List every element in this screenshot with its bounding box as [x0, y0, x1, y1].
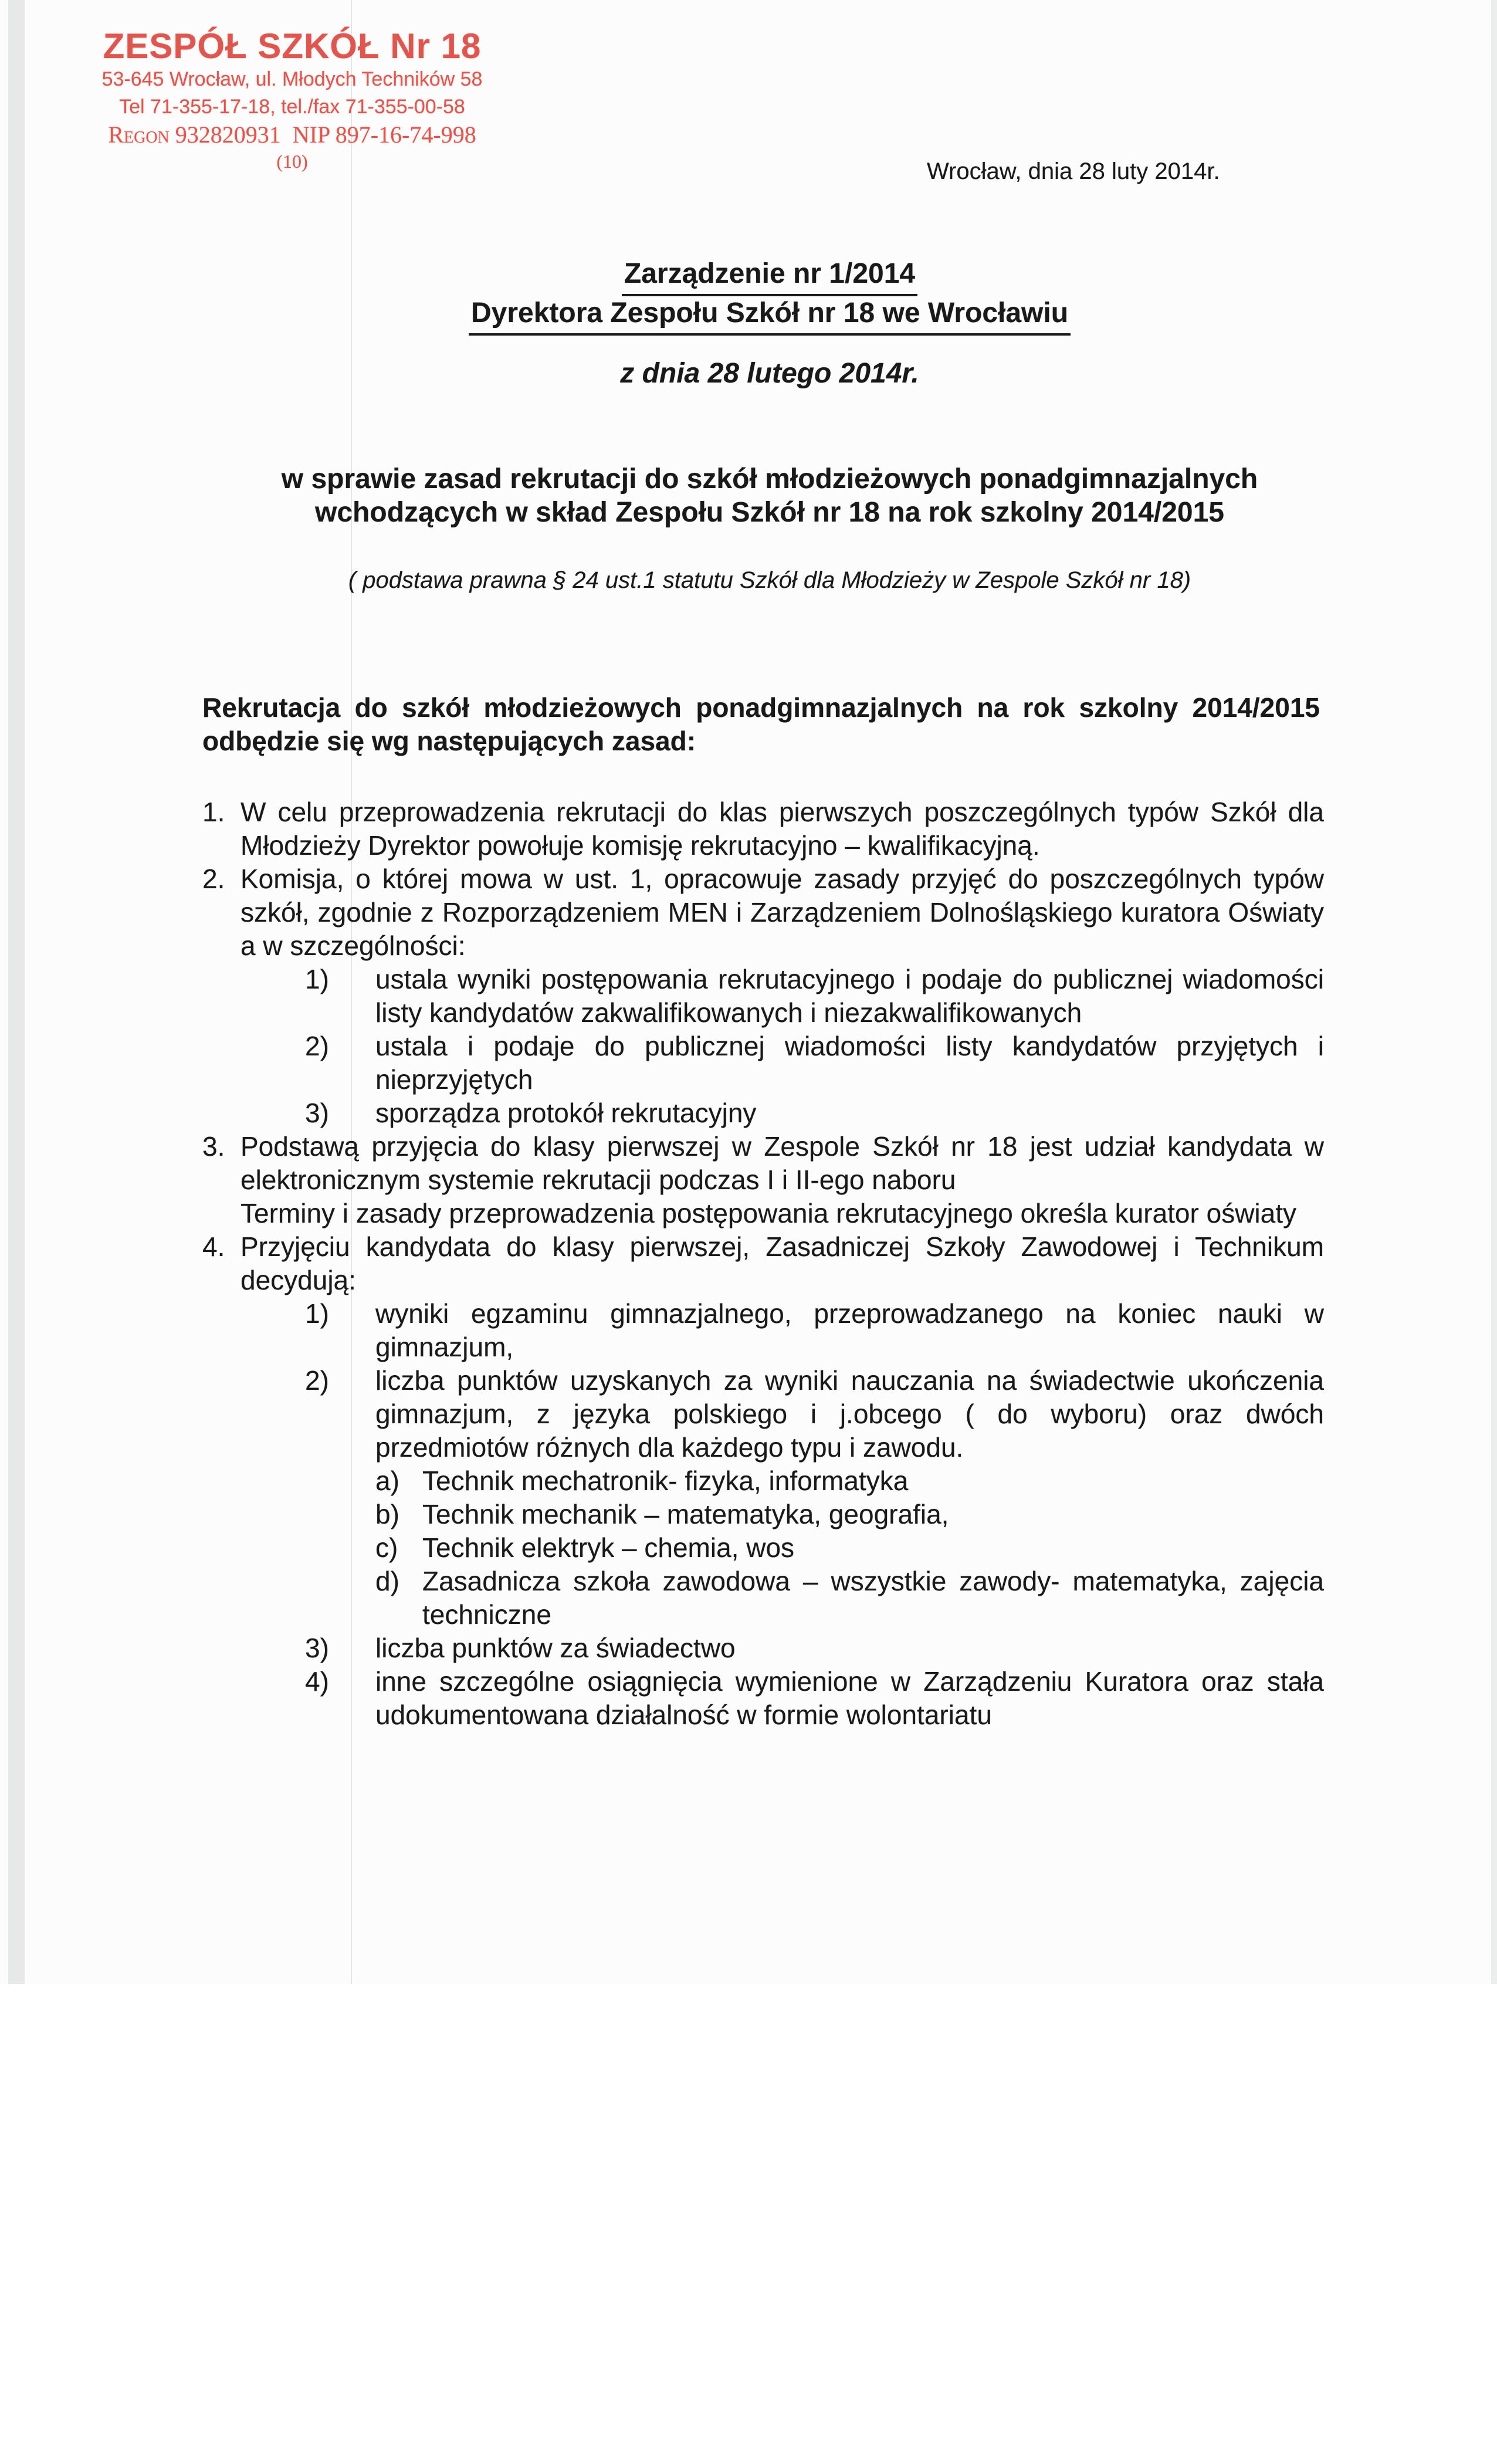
list-item-2 — [202, 862, 1324, 963]
list-item-1-text: W celu przeprowadzenia rekrutacji do klas pierwszych poszczególnych typów Szkół dla Młodzieży Dyrektor powołuje komisję rekrutacyjno – kwalifikacyjną. — [241, 797, 1324, 861]
school-regon-nip: Regon 932820931 NIP 897-16-74-998 — [108, 121, 476, 148]
list-subitem-4-4-number: 4) — [305, 1666, 329, 1697]
ordinance-number: Zarządzenie nr 1/2014 — [622, 257, 917, 296]
school-address: 53-645 Wrocław, ul. Młodych Techników 58 — [101, 68, 483, 90]
list-subitem-4-2-number: 2) — [305, 1365, 329, 1396]
list-item-3-text: Podstawą przyjęcia do klasy pierwszej w Zespole Szkół nr 18 jest udział kandydata w elektronicznym systemie rekrutacji podczas I i II-ego naboru — [241, 1131, 1324, 1195]
list-item-3-number: 3. — [202, 1131, 225, 1162]
list-subsubitem-4-2-d-text: Zasadnicza szkoła zawodowa – wszystkie zawody- matematyka, zajęcia techniczne — [422, 1566, 1324, 1630]
list-item-1-number: 1. — [202, 797, 225, 827]
list-subitem-2-2-number: 2) — [305, 1031, 329, 1061]
list-subsubitem-4-2-b-text: Technik mechanik – matematyka, geografia, — [422, 1499, 949, 1529]
ordinance-title-line2 — [42, 296, 1497, 336]
list-subsubitem-4-2-d-number: d) — [375, 1566, 399, 1596]
list-subsubitem-4-2-c-text: Technik elektryk – chemia, wos — [422, 1532, 795, 1563]
subject-block — [42, 462, 1497, 529]
school-letterhead-stamp — [83, 27, 501, 174]
list-item-4-number: 4. — [202, 1231, 225, 1262]
list-item-3 — [202, 1130, 1324, 1230]
list-subitem-2-3-number: 3) — [305, 1098, 329, 1128]
list-subitem-2-3 — [202, 1096, 1324, 1130]
list-item-4-text: Przyjęciu kandydata do klasy pierwszej, Zasadniczej Szkoły Zawodowej i Technikum decydują: — [241, 1231, 1324, 1295]
list-subitem-4-4 — [202, 1665, 1324, 1732]
intro-paragraph: Rekrutacja do szkół młodzieżowych ponadgimnazjalnych na rok szkolny 2014/2015 odbędzie się wg następujących zasad: — [202, 692, 1320, 756]
list-subsubitem-4-2-b-number: b) — [375, 1499, 399, 1529]
list-item-3-text2: Terminy i zasady przeprowadzenia postępowania rekrutacyjnego określa kurator oświaty — [241, 1198, 1296, 1228]
ordinance-title-line1 — [42, 257, 1497, 296]
subject-line2: wchodzących w skład Zespołu Szkół nr 18 na rok szkolny 2014/2015 — [315, 497, 1224, 528]
list-subitem-4-4-text: inne szczególne osiągnięcia wymienione w Zarządzeniu Kuratora oraz stała udokumentowana działalność w formie wolontariatu — [375, 1666, 1324, 1730]
stamp-number: (10) — [276, 151, 308, 172]
list-subitem-4-3-text: liczba punktów za świadectwo — [375, 1633, 736, 1663]
list-subitem-4-1-text: wyniki egzaminu gimnazjalnego, przeprowadzanego na koniec nauki w gimnazjum, — [375, 1298, 1324, 1362]
list-subitem-4-2 — [202, 1364, 1324, 1464]
ordinance-title-block — [42, 257, 1497, 336]
list-subsubitem-4-2-c-number: c) — [375, 1532, 398, 1563]
list-item-3-body — [241, 1130, 1324, 1230]
list-subitem-4-1-number: 1) — [305, 1298, 329, 1329]
school-name: ZESPÓŁ SZKÓŁ Nr 18 — [103, 26, 482, 66]
list-subitem-2-2-text: ustala i podaje do publicznej wiadomości listy kandydatów przyjętych i nieprzyjętych — [375, 1031, 1324, 1095]
list-subitem-4-3-number: 3) — [305, 1633, 329, 1663]
list-subitem-2-1-number: 1) — [305, 964, 329, 994]
list-subsubitem-4-2-a-text: Technik mechatronik- fizyka, informatyka — [422, 1465, 909, 1496]
list-item-2-text: Komisja, o której mowa w ust. 1, opracowuje zasady przyjęć do poszczególnych typów szkół, zgodnie z Rozporządzeniem MEN i Zarządzeniem Dolnośląskiego kuratora Oświaty a w szczególności: — [241, 864, 1324, 961]
list-item-2-number: 2. — [202, 864, 225, 894]
legal-basis: ( podstawa prawna § 24 ust.1 statutu Szkół dla Młodzieży w Zespole Szkół nr 18) — [348, 567, 1191, 593]
list-subitem-2-1-text: ustala wyniki postępowania rekrutacyjnego i podaje do publicznej wiadomości listy kandydatów zakwalifikowanych i niezakwalifikowanych — [375, 964, 1324, 1028]
list-subsubitem-4-2-a-number: a) — [375, 1465, 399, 1496]
list-subsubitem-4-2-d — [202, 1565, 1324, 1632]
list-subitem-2-1 — [202, 963, 1324, 1030]
list-subitem-4-1 — [202, 1297, 1324, 1364]
list-subsubitem-4-2-a — [202, 1464, 1324, 1498]
list-subsubitem-4-2-b — [202, 1498, 1324, 1531]
list-item-4 — [202, 1230, 1324, 1297]
list-subitem-2-3-text: sporządza protokół rekrutacyjny — [375, 1098, 757, 1128]
place-and-date-line: Wrocław, dnia 28 luty 2014r. — [927, 158, 1220, 184]
list-subitem-2-2 — [202, 1030, 1324, 1096]
ordinance-date: z dnia 28 lutego 2014r. — [620, 358, 919, 389]
list-subsubitem-4-2-c — [202, 1531, 1324, 1565]
list-subitem-4-2-text: liczba punktów uzyskanych za wyniki nauczania na świadectwie ukończenia gimnazjum, z języka polskiego i j.obcego ( do wyboru) oraz dwóch przedmiotów różnych dla każdego typu i zawodu. — [375, 1365, 1324, 1463]
list-item-1 — [202, 796, 1324, 862]
school-phone-fax: Tel 71-355-17-18, tel./fax 71-355-00-58 — [119, 96, 465, 118]
subject-line1: w sprawie zasad rekrutacji do szkół młodzieżowych ponadgimnazjalnych — [281, 463, 1258, 495]
rules-list — [202, 796, 1324, 1732]
list-subitem-4-3 — [202, 1632, 1324, 1665]
ordinance-issuer: Dyrektora Zespołu Szkół nr 18 we Wrocławiu — [469, 296, 1071, 336]
scan-left-edge-shadow — [8, 0, 25, 1984]
